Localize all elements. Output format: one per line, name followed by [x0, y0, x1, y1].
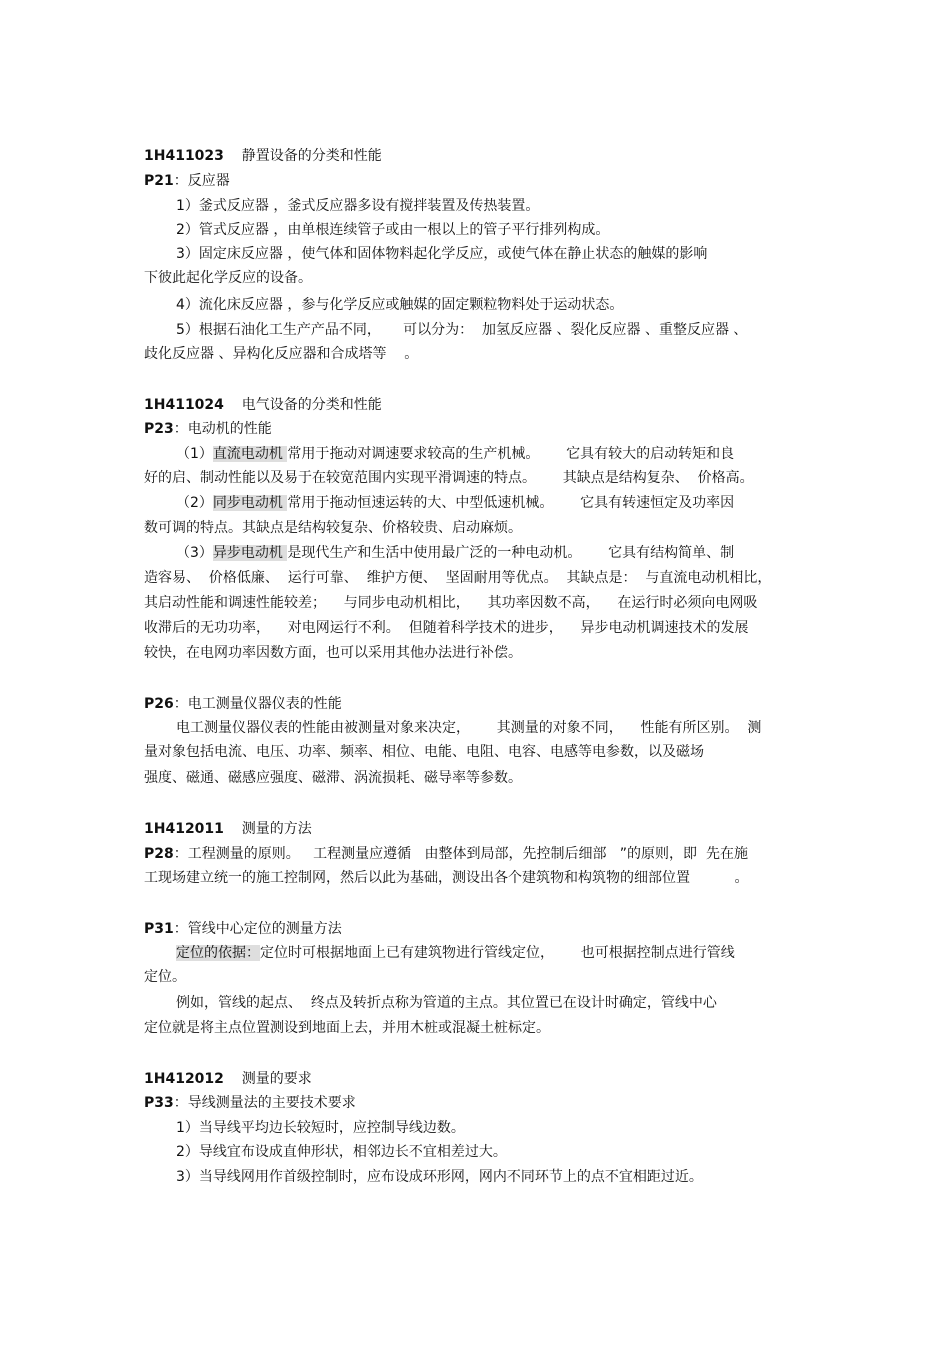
highlighted-term: 直流电动机 [212, 446, 288, 462]
paragraph-line: 例如，管线的起点、 终点及转折点称为管道的主点。其位置已在设计时确定，管线中心 [176, 995, 717, 1011]
paragraph-line: 工现场建立统一的施工控制网，然后以此为基础，测设出各个建筑物和构筑物的细部位置 。 [144, 870, 749, 886]
list-item-continuation: 歧化反应器 、异构化反应器和合成塔等 。 [144, 346, 419, 362]
list-item: 1）釜式反应器 ，釜式反应器多设有搅拌装置及传热装置。 [176, 198, 540, 214]
section-heading: 1H411023 静置设备的分类和性能 [144, 148, 382, 164]
paragraph-line: 定位就是将主点位置测设到地面上去，并用木桩或混凝土桩标定。 [144, 1020, 550, 1036]
list-item: 5）根据石油化工生产产品不同， 可以分为： 加氢反应器 、裂化反应器 、重整反应器 、 [176, 322, 748, 338]
highlighted-term: 定位的依据： [176, 945, 260, 961]
highlighted-term: 异步电动机 [212, 545, 288, 561]
page-ref-heading: P26：电工测量仪器仪表的性能 [144, 696, 342, 712]
list-item: 3）固定床反应器 ，使气体和固体物料起化学反应，或使气体在静止状态的触媒的影响 [176, 246, 708, 262]
paragraph-line: 其启动性能和调速性能较差； 与同步电动机相比， 其功率因数不高， 在运行时必须向电网吸 [144, 595, 758, 611]
list-item: 1）当导线平均边长较短时，应控制导线边数。 [176, 1120, 465, 1136]
highlighted-term: 同步电动机 [212, 495, 288, 511]
list-item: 2）管式反应器 ，由单根连续管子或由一根以上的管子平行排列构成。 [176, 222, 610, 238]
paragraph-line: （1）直流电动机 常用于拖动对调速要求较高的生产机械。 它具有较大的启动转矩和良 [176, 446, 735, 462]
page-ref-heading: P28：工程测量的原则。 工程测量应遵循 由整体到局部，先控制后细部 ”的原则，即 先在施 [144, 846, 748, 862]
paragraph-line: 定位的依据：定位时可根据地面上已有建筑物进行管线定位， 也可根据控制点进行管线 [176, 945, 735, 961]
paragraph-line: 强度、磁通、磁感应强度、磁滞、涡流损耗、磁导率等参数。 [144, 770, 522, 786]
paragraph-line: 电工测量仪器仪表的性能由被测量对象来决定， 其测量的对象不同， 性能有所区别。 测 [176, 720, 762, 736]
page-ref-heading: P31：管线中心定位的测量方法 [144, 921, 342, 937]
list-item: 3）当导线网用作首级控制时，应布设成环形网，网内不同环节上的点不宜相距过近。 [176, 1169, 703, 1185]
paragraph-line: 量对象包括电流、电压、功率、频率、相位、电能、电阻、电容、电感等电参数，以及磁场 [144, 744, 704, 760]
section-heading: 1H412011 测量的方法 [144, 821, 312, 837]
page-ref-heading: P33：导线测量法的主要技术要求 [144, 1095, 356, 1111]
paragraph-line: 收滞后的无功功率， 对电网运行不利。 但随着科学技术的进步， 异步电动机调速技术的发展 [144, 620, 749, 636]
list-item-continuation: 下彼此起化学反应的设备。 [144, 270, 312, 286]
paragraph-line: 造容易、 价格低廉、 运行可靠、 维护方便、 坚固耐用等优点。 其缺点是： 与直流电动机相比， [144, 570, 772, 586]
paragraph-line: （3）异步电动机 是现代生产和生活中使用最广泛的一种电动机。 它具有结构简单、制 [176, 545, 735, 561]
page-ref-heading: P23：电动机的性能 [144, 421, 272, 437]
paragraph-line: 较快，在电网功率因数方面，也可以采用其他办法进行补偿。 [144, 645, 522, 661]
paragraph-line: （2）同步电动机 常用于拖动恒速运转的大、中型低速机械。 它具有转速恒定及功率因 [176, 495, 735, 511]
section-heading: 1H411024 电气设备的分类和性能 [144, 397, 382, 413]
list-item: 4）流化床反应器 ，参与化学反应或触媒的固定颗粒物料处于运动状态。 [176, 297, 624, 313]
paragraph-line: 好的启、制动性能以及易于在较宽范围内实现平滑调速的特点。 其缺点是结构复杂、 价格高。 [144, 470, 754, 486]
list-item: 2）导线宜布设成直伸形状，相邻边长不宜相差过大。 [176, 1144, 507, 1160]
paragraph-line: 数可调的特点。其缺点是结构较复杂、价格较贵、启动麻烦。 [144, 520, 522, 536]
page-ref-heading: P21：反应器 [144, 173, 230, 189]
paragraph-line: 定位。 [144, 969, 186, 985]
section-heading: 1H412012 测量的要求 [144, 1071, 312, 1087]
